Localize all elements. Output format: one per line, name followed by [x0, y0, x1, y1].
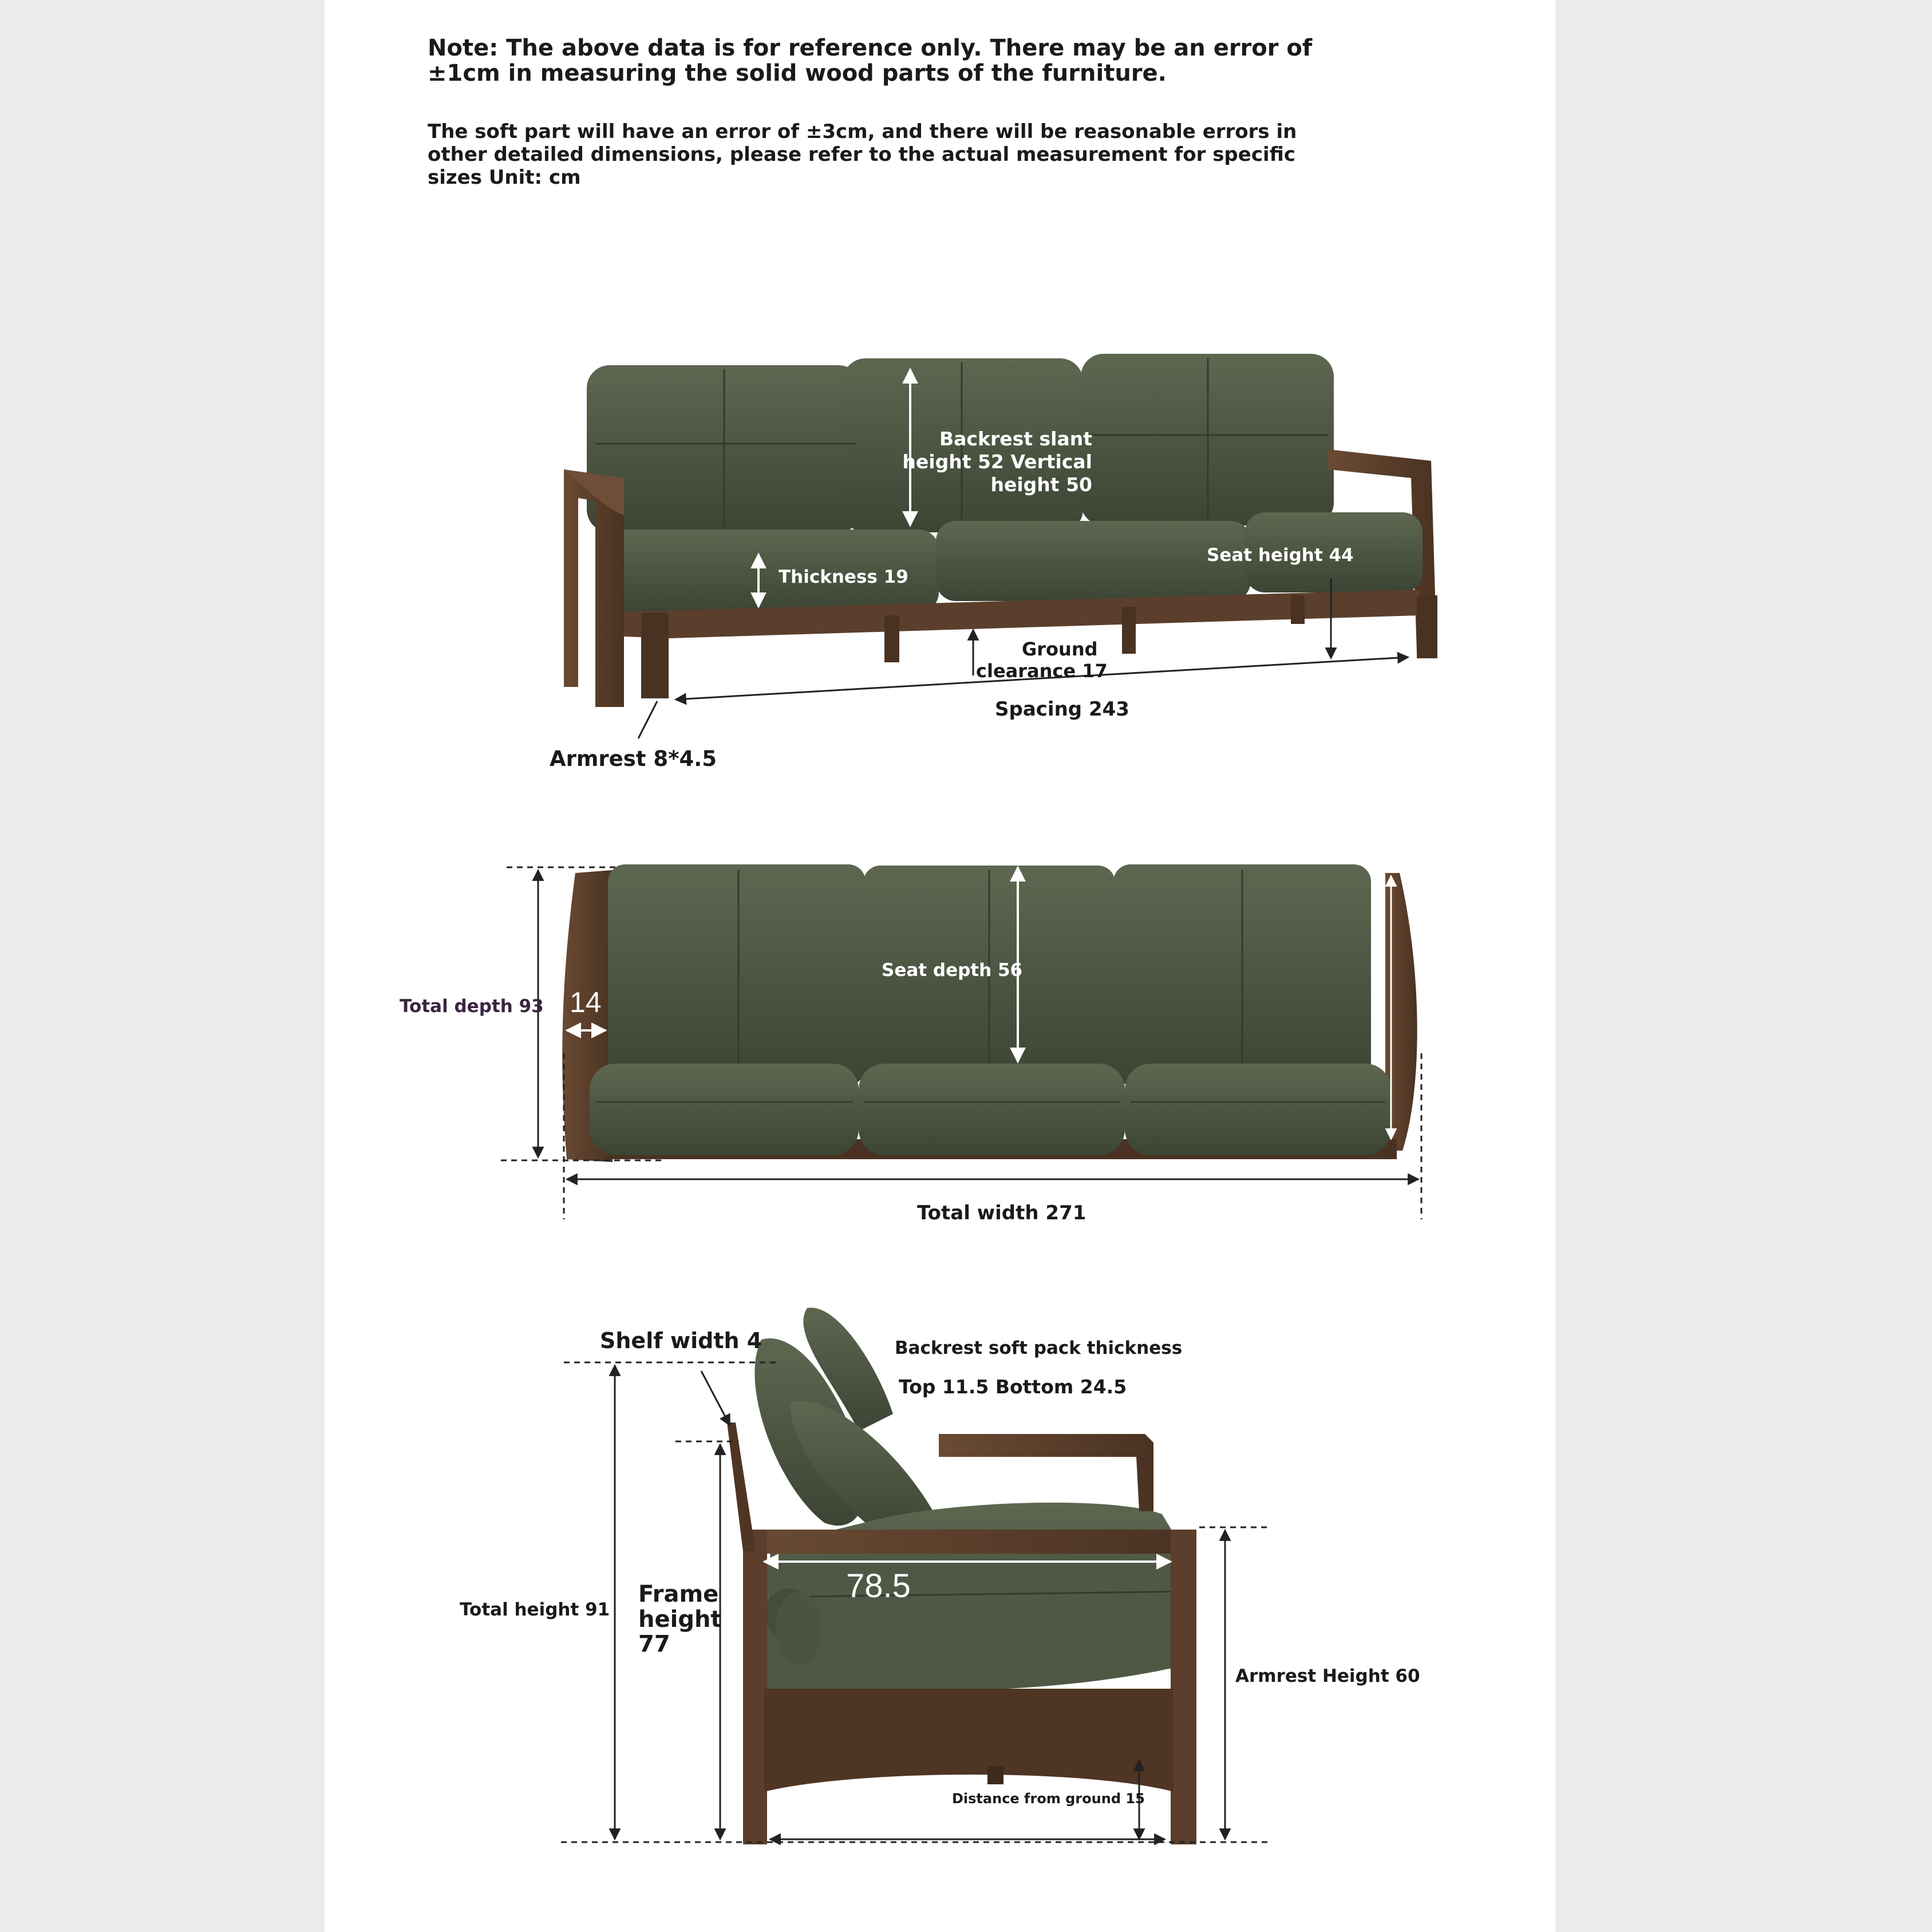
- side-seat-depth-value: 78.5: [846, 1567, 911, 1605]
- frame-height-label-line1: Frame: [638, 1581, 719, 1607]
- frame-height-label-line3: 77: [638, 1631, 670, 1657]
- total-depth-label: Total depth 93: [400, 996, 544, 1017]
- sofa-top-view: [400, 864, 1421, 1224]
- side-frame-front-post: [1171, 1530, 1196, 1844]
- sofa-front-view: [550, 354, 1437, 771]
- ground-clearance-label-line2: clearance 17: [976, 660, 1108, 682]
- side-frame-back-post: [743, 1530, 767, 1844]
- backrest-pack-thickness-line2: Top 11.5 Bottom 24.5: [899, 1376, 1127, 1398]
- top-seat-cushion-middle: [859, 1064, 1125, 1155]
- backrest-height-label-line2: height 52 Vertical: [902, 451, 1092, 473]
- side-frame-rail: [764, 1689, 1174, 1792]
- total-height-label: Total height 91: [460, 1599, 610, 1620]
- thickness-label: Thickness 19: [779, 567, 908, 587]
- spacing-label: Spacing 243: [995, 698, 1129, 721]
- top-seat-cushion-right: [1125, 1064, 1391, 1155]
- shelf-width-label: Shelf width 4: [600, 1328, 762, 1353]
- top-back-cushion-left: [608, 864, 866, 1085]
- side-upper-armrest: [939, 1434, 1153, 1511]
- disclaimer-note-solid-wood: Note: The above data is for reference only. There may be an error of ±1cm in measuring the solid wood parts of the furniture.: [428, 35, 1313, 86]
- ground-clearance-label-line1: Ground: [1022, 638, 1098, 660]
- side-armrest-top: [743, 1530, 1195, 1554]
- backrest-height-label-line3: height 50: [990, 473, 1092, 496]
- top-seat-cushion-left: [590, 1064, 859, 1155]
- armrest-height-label: Armrest Height 60: [1235, 1666, 1420, 1686]
- arm-width-label: 14: [570, 986, 602, 1018]
- distance-from-ground-label: Distance from ground 15: [952, 1791, 1145, 1807]
- total-width-label: Total width 271: [917, 1202, 1086, 1224]
- disclaimer-note-soft-part: The soft part will have an error of ±3cm, and there will be reasonable errors in other detailed dimensions, please refer to the actual measurement for specific sizes Unit: cm: [428, 120, 1297, 189]
- seat-height-label: Seat height 44: [1207, 545, 1354, 566]
- backrest-height-label-line1: Backrest slant: [939, 428, 1092, 450]
- armrest-size-label: Armrest 8*4.5: [550, 746, 717, 771]
- seat-depth-label: Seat depth 56: [882, 960, 1023, 981]
- sofa-side-view: [460, 1307, 1420, 1844]
- frame-height-label-line2: height: [638, 1606, 722, 1633]
- backrest-pack-thickness-line1: Backrest soft pack thickness: [895, 1338, 1183, 1358]
- seat-cushion-middle: [936, 521, 1251, 601]
